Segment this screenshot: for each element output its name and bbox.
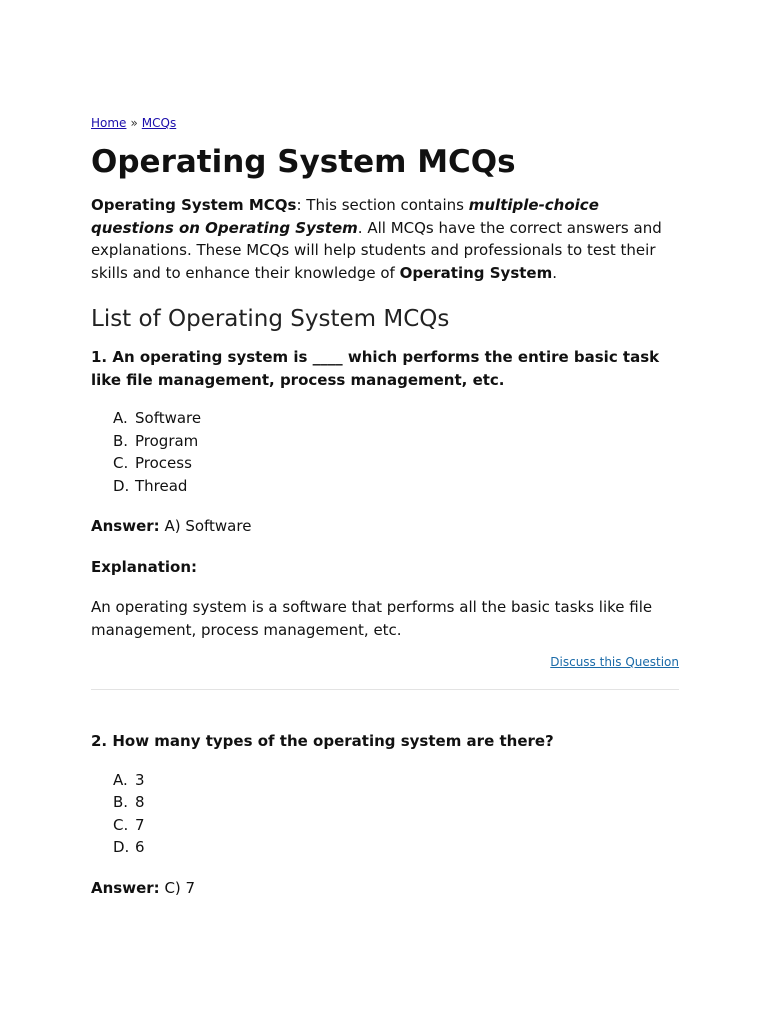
option-label: 7 (135, 815, 145, 834)
discuss-row (91, 653, 679, 671)
answer-label: Answer: (91, 517, 160, 535)
question-divider (91, 689, 679, 690)
option-item (113, 430, 679, 453)
question-2-options (91, 769, 679, 859)
option-letter: D. (113, 838, 130, 856)
intro-text-3: . (552, 263, 558, 282)
option-letter: D. (113, 476, 130, 495)
intro-lead: Operating System MCQs (91, 196, 297, 214)
option-label: Software (135, 409, 202, 427)
question-1-options (91, 407, 679, 497)
option-letter: B. (113, 793, 129, 811)
breadcrumb-mcqs-link[interactable]: MCQs (141, 116, 177, 130)
option-label: Thread (135, 476, 188, 495)
discuss-question-link[interactable]: Discuss this Question (550, 655, 679, 669)
intro-emphasis: multiple-choice questions on Operating System (91, 196, 599, 237)
option-label: 8 (135, 793, 145, 811)
option-item (113, 836, 679, 859)
section-title: List of Operating System MCQs (91, 306, 450, 332)
intro-paragraph (91, 194, 679, 284)
option-item (113, 769, 679, 792)
option-item (113, 452, 679, 475)
option-letter: C. (113, 454, 129, 472)
option-label: Process (135, 454, 192, 472)
breadcrumb-home-link[interactable]: Home (91, 116, 127, 130)
explanation-label: Explanation: (91, 557, 198, 576)
breadcrumb-separator: » (130, 116, 138, 130)
option-item (113, 791, 679, 814)
option-label: 6 (135, 838, 145, 856)
option-letter: A. (113, 409, 128, 427)
intro-text-2: . All MCQs have the correct answers and explanations. These MCQs will help students and professionals to test their skills and to enhance their knowledge of (91, 218, 662, 282)
answer-value: A) Software (164, 517, 252, 535)
question-2-text: 2. How many types of the operating system are there? (91, 732, 554, 750)
question-1-answer (91, 515, 679, 538)
question-2-answer (91, 877, 679, 900)
page-title: Operating System MCQs (91, 144, 516, 180)
option-letter: C. (113, 815, 129, 834)
option-letter: A. (113, 770, 128, 789)
answer-value: C) 7 (164, 878, 196, 897)
option-label: Program (135, 431, 199, 450)
answer-label: Answer: (91, 878, 160, 897)
option-item (113, 475, 679, 498)
intro-text-1: : This section contains (296, 196, 469, 214)
breadcrumb (91, 114, 679, 132)
question-1 (91, 346, 679, 671)
option-letter: B. (113, 431, 129, 450)
article (91, 114, 679, 917)
option-label: 3 (135, 770, 145, 789)
intro-topic: Operating System (399, 263, 553, 282)
option-item (113, 407, 679, 430)
explanation-text: An operating system is a software that performs all the basic tasks like file management, process management, etc. (91, 598, 653, 639)
question-1-text: 1. An operating system is ____ which performs the entire basic task like file management, process management, etc. (91, 348, 660, 389)
option-item (113, 814, 679, 837)
question-2 (91, 730, 679, 899)
